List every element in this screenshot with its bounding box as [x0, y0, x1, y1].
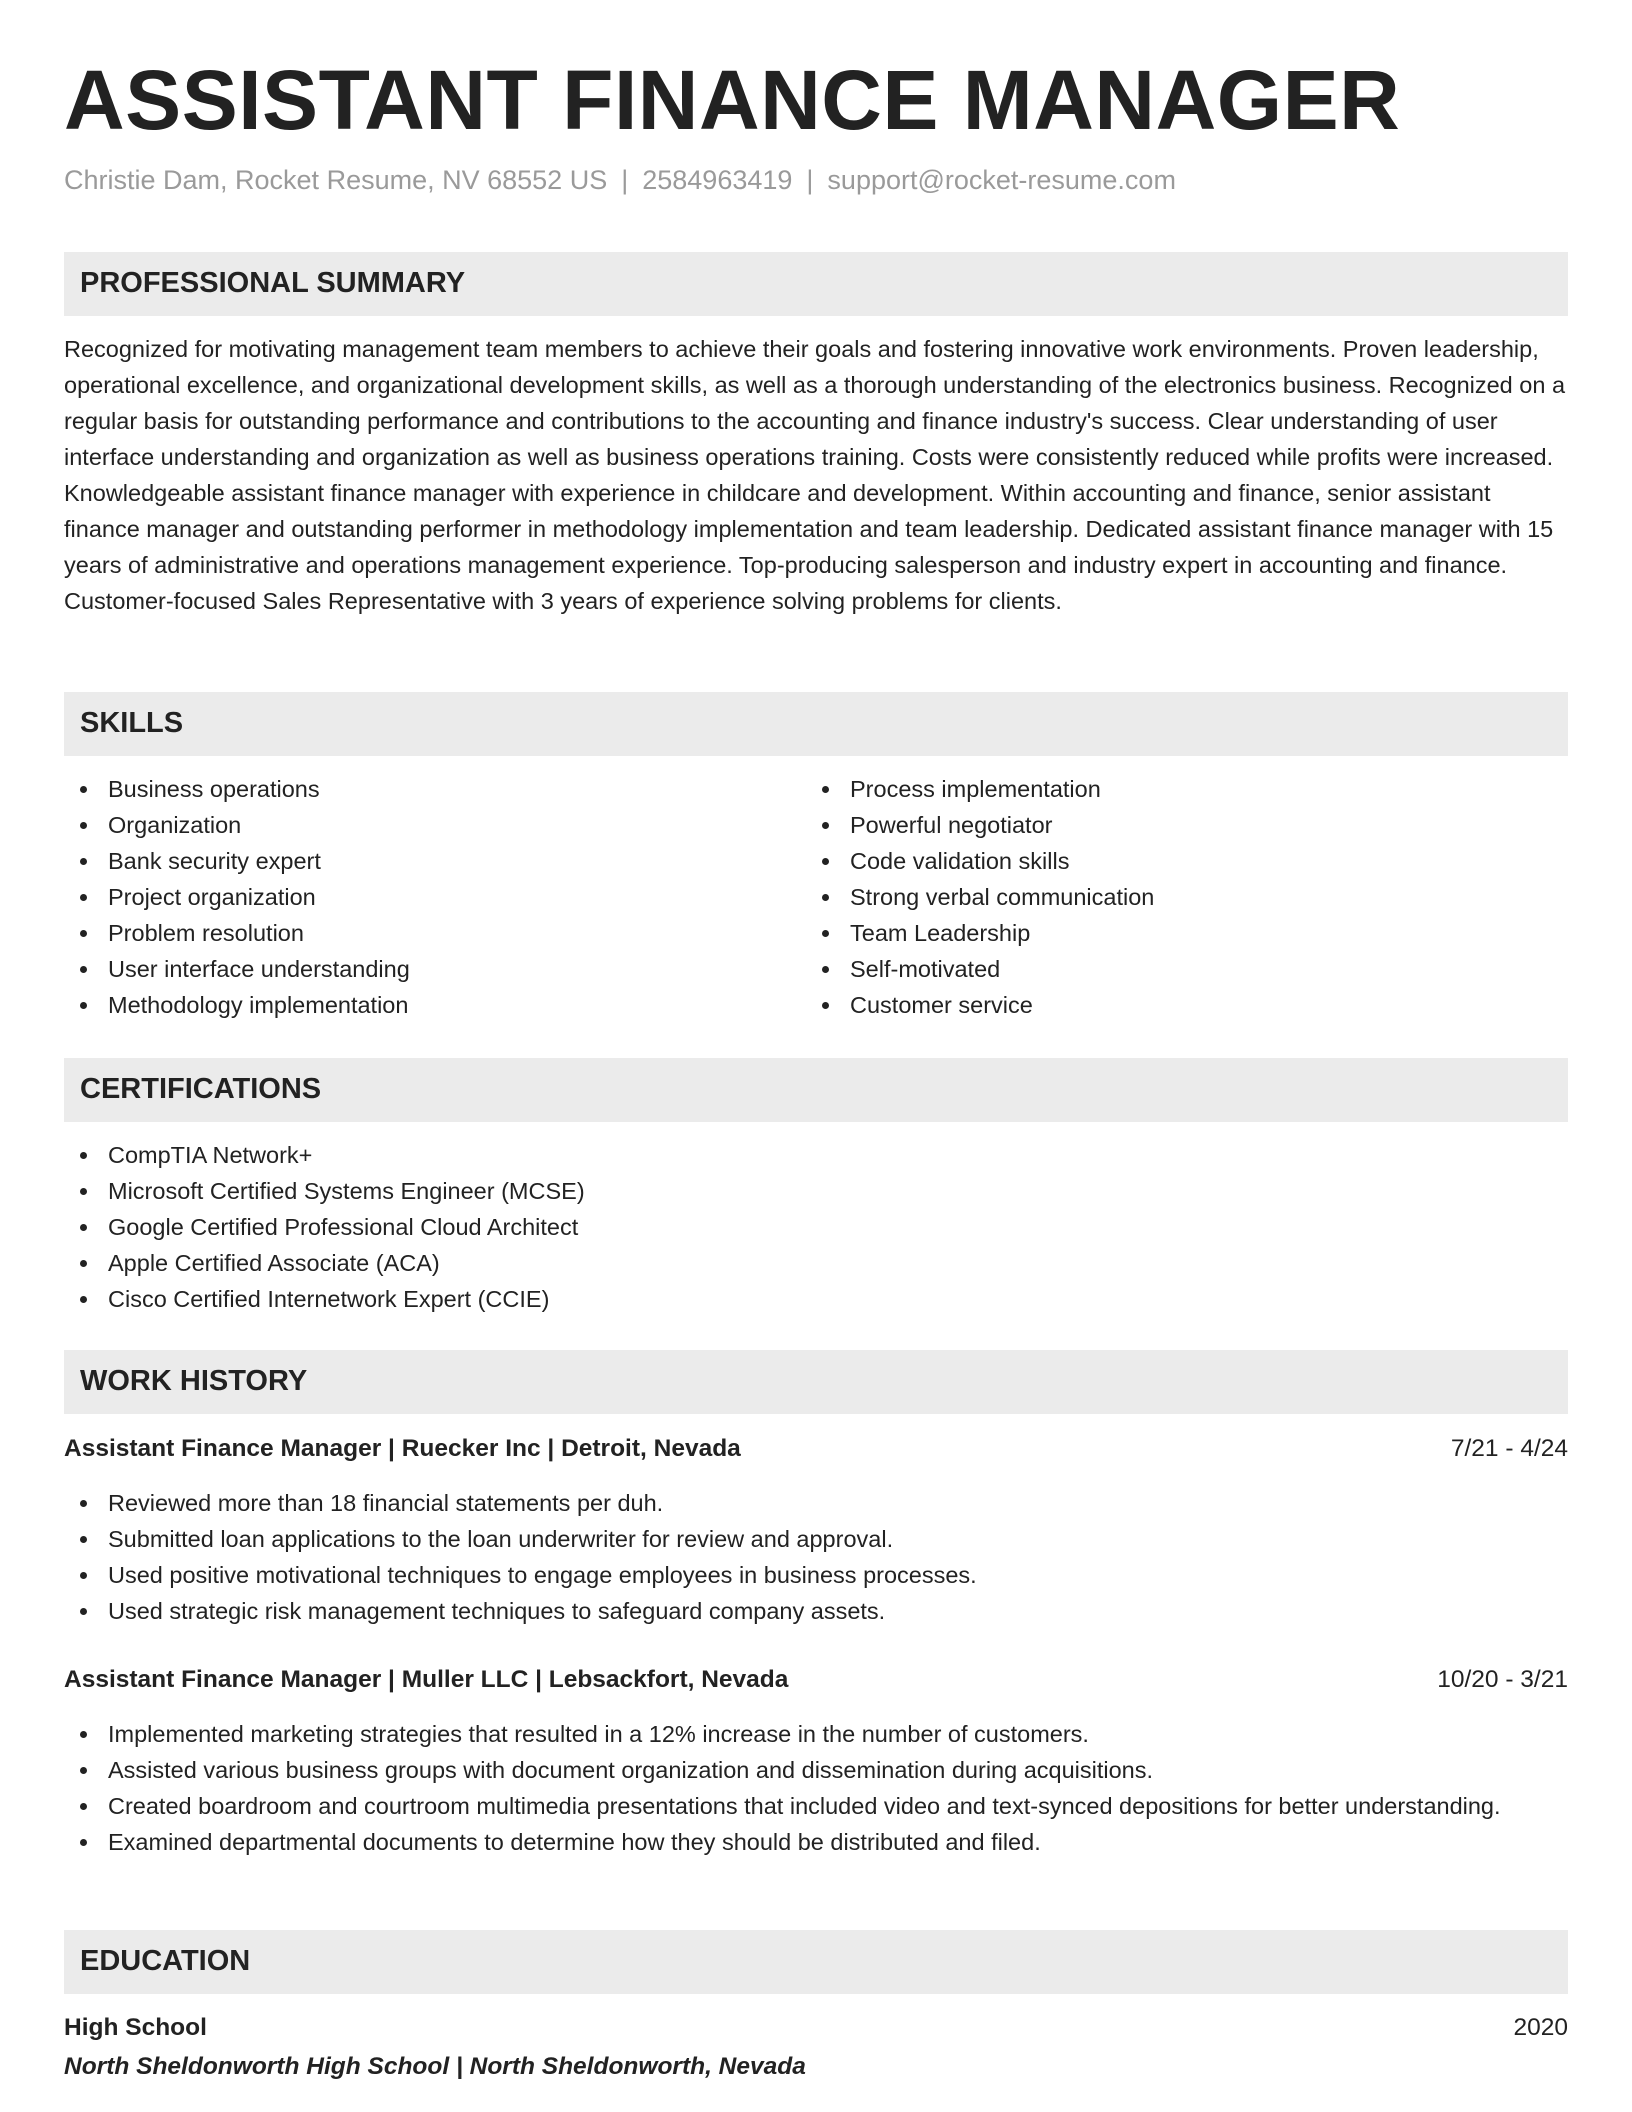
certification-item: Google Certified Professional Cloud Architect	[64, 1209, 1568, 1245]
skill-item: Team Leadership	[806, 915, 1546, 951]
section-header-certifications	[64, 1058, 1568, 1122]
section-title: EDUCATION	[80, 1945, 251, 1977]
job-bullet: Used positive motivational techniques to engage employees in business processes.	[64, 1557, 1568, 1593]
section-title: SKILLS	[80, 707, 184, 739]
section-title: WORK HISTORY	[80, 1365, 308, 1397]
section-header-skills	[64, 692, 1568, 756]
education-school: North Sheldonworth High School | North Sheldonworth, Nevada	[64, 2053, 806, 2080]
job-bullet: Implemented marketing strategies that resulted in a 12% increase in the number of customers.	[64, 1716, 1524, 1752]
job-dates: 10/20 - 3/21	[1437, 1666, 1568, 1693]
section-title: CERTIFICATIONS	[80, 1073, 322, 1105]
resume-title: ASSISTANT FINANCE MANAGER	[64, 53, 1401, 147]
skill-item: Business operations	[64, 771, 804, 807]
section-header-education	[64, 1930, 1568, 1994]
job-title-line: Assistant Finance Manager | Muller LLC | Lebsackfort, Nevada	[64, 1666, 789, 1693]
skill-item: Process implementation	[806, 771, 1546, 807]
job-bullet: Assisted various business groups with document organization and dissemination during acquisitions.	[64, 1752, 1524, 1788]
certifications-list	[64, 1137, 1568, 1317]
job-bullets	[64, 1716, 1524, 1860]
skill-item: Powerful negotiator	[806, 807, 1546, 843]
job-bullet: Examined departmental documents to determine how they should be distributed and filed.	[64, 1824, 1524, 1860]
skill-item: User interface understanding	[64, 951, 804, 987]
contact-line	[64, 167, 1176, 194]
contact-email[interactable]: support@rocket-resume.com	[827, 165, 1176, 195]
job-bullets	[64, 1485, 1568, 1629]
certification-item: Cisco Certified Internetwork Expert (CCIE)	[64, 1281, 1568, 1317]
skills-list-left	[64, 771, 804, 1023]
contact-separator: |	[621, 165, 629, 195]
education-degree: High School	[64, 2014, 207, 2041]
contact-address: Christie Dam, Rocket Resume, NV 68552 US	[64, 165, 608, 195]
skills-list-right	[806, 771, 1546, 1023]
job-bullet: Used strategic risk management techniques to safeguard company assets.	[64, 1593, 1568, 1629]
skill-item: Code validation skills	[806, 843, 1546, 879]
job-bullet: Submitted loan applications to the loan underwriter for review and approval.	[64, 1521, 1568, 1557]
job-bullet: Created boardroom and courtroom multimedia presentations that included video and text-synced depositions for better understanding.	[64, 1788, 1524, 1824]
skill-item: Methodology implementation	[64, 987, 804, 1023]
contact-phone[interactable]: 2584963419	[642, 165, 793, 195]
job-dates: 7/21 - 4/24	[1450, 1435, 1568, 1462]
section-title: PROFESSIONAL SUMMARY	[80, 267, 466, 299]
education-year: 2020	[1513, 2014, 1568, 2041]
skill-item: Strong verbal communication	[806, 879, 1546, 915]
contact-separator: |	[806, 165, 814, 195]
certification-item: Apple Certified Associate (ACA)	[64, 1245, 1568, 1281]
certification-item: CompTIA Network+	[64, 1137, 1568, 1173]
skill-item: Project organization	[64, 879, 804, 915]
skill-item: Problem resolution	[64, 915, 804, 951]
job-title-line: Assistant Finance Manager | Ruecker Inc | Detroit, Nevada	[64, 1435, 741, 1462]
section-header-work-history	[64, 1350, 1568, 1414]
certification-item: Microsoft Certified Systems Engineer (MCSE)	[64, 1173, 1568, 1209]
skill-item: Bank security expert	[64, 843, 804, 879]
section-header-summary	[64, 252, 1568, 316]
job-bullet: Reviewed more than 18 financial statements per duh.	[64, 1485, 1568, 1521]
skill-item: Customer service	[806, 987, 1546, 1023]
summary-paragraph: Recognized for motivating management team members to achieve their goals and fostering innovative work environments. Proven leadership, operational excellence, and organizational development skills, as well as a thorough understanding of the electronics business. Recognized on a regular basis for outstanding performance and contributions to the accounting and finance industry's success. Clear understanding of user interface understanding and organization as well as business operations training. Costs were consistently reduced while profits were increased. Knowledgeable assistant finance manager with experience in childcare and development. Within accounting and finance, senior assistant finance manager and outstanding performer in methodology implementation and team leadership. Dedicated assistant finance manager with 15 years of administrative and operations management experience. Top-producing salesperson and industry expert in accounting and finance. Customer-focused Sales Representative with 3 years of experience solving problems for clients.	[64, 336, 1566, 614]
skill-item: Organization	[64, 807, 804, 843]
skill-item: Self-motivated	[806, 951, 1546, 987]
